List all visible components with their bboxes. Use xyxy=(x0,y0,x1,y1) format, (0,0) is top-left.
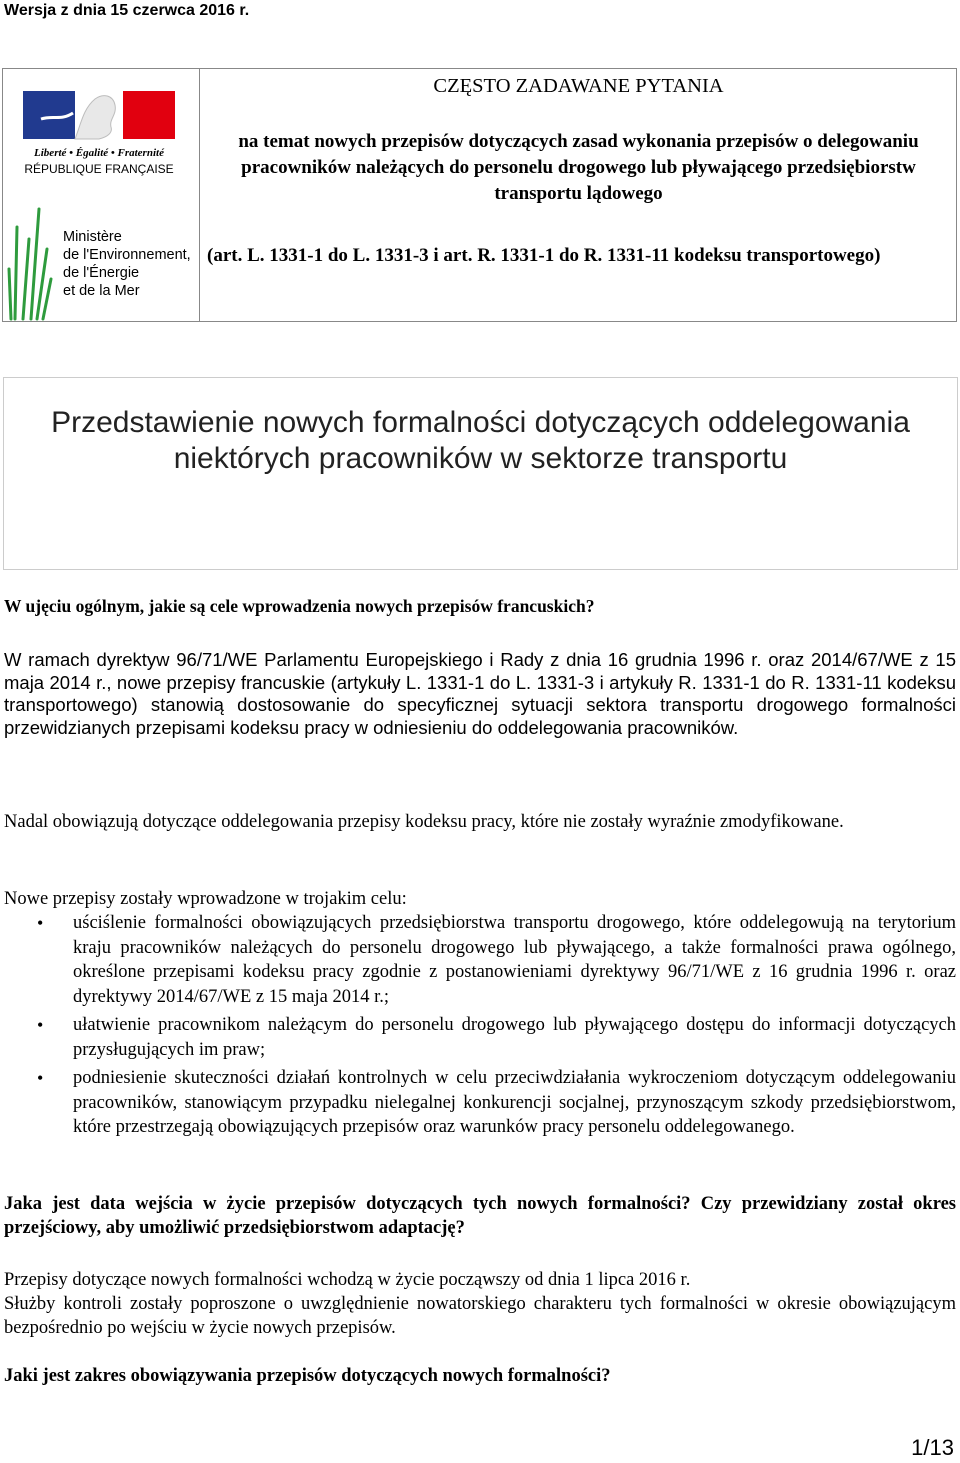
ministry-logo xyxy=(3,69,200,321)
list-item: • ułatwienie pracownikom należącym do personelu drogowego lub pływającego dostępu do informacji dotyczących przysługujących im praw; xyxy=(37,1015,956,1060)
legal-articles: (art. L. 1331-1 do L. 1331-3 i art. R. 1331-1 do R. 1331-11 kodeksu transportowego) xyxy=(207,245,881,266)
paragraph-1: W ramach dyrektyw 96/71/WE Parlamentu Europejskiego i Rady z dnia 16 grudnia 1996 r. oraz 2014/67/WE z 15 maja 2014 r., nowe przepisy francuskie (artykuły L. 1331-1 do L. 1331-3 i artykuły R. 1331-1 do R. 1331-11 kodeksu transportowego) stanowią dostosowanie do specyficznej sytuacji sektora transportu drogowego formalności przewidzianych przepisami kodeksu pracy w odniesieniu do oddelegowania pracowników. xyxy=(4,649,956,738)
paragraph-4-line-1: Przepisy dotyczące nowych formalności wchodzą w życie począwszy od dnia 1 lipca 2016 r. xyxy=(4,1270,691,1290)
paragraph-4 xyxy=(4,1268,956,1340)
logo-republic: RÉPUBLIQUE FRANÇAISE xyxy=(24,162,174,176)
page-number: 1/13 xyxy=(911,1435,954,1460)
green-stalks-icon xyxy=(9,209,51,319)
list-item: • uściślenie formalności obowiązujących przedsiębiorstwa transportu drogowego, które oddelegowują na terytorium kraju pracowników należących do personelu drogowego lub pływającego, a także formalności prawa ogólnego, określone przepisami kodeksu pracy zgodnie z postanowieniami dyrektywy 96/71/WE z 16 grudnia 1996 r. oraz dyrektywy 2014/67/WE z 15 maja 2014 r.; xyxy=(37,913,956,1007)
main-title: Przedstawienie nowych formalności dotyczących oddelegowania niektórych pracowników w sektorze transportu xyxy=(51,406,910,475)
paragraph-3: Nowe przepisy zostały wprowadzone w trojakim celu: xyxy=(4,889,407,909)
republique-francaise-logo xyxy=(3,69,199,321)
main-title-box xyxy=(3,377,958,570)
faq-subject: na temat nowych przepisów dotyczących zasad wykonania przepisów o delegowaniu pracowników należących do personelu drogowego lub pływającego przedsiębiorstw transportu lądowego xyxy=(238,131,919,204)
question-1: W ujęciu ogólnym, jakie są cele wprowadzenia nowych przepisów francuskich? xyxy=(4,596,595,616)
flag-red-band xyxy=(123,91,175,139)
bullet-icon: • xyxy=(37,913,44,933)
header-text xyxy=(201,69,956,321)
question-3: Jaki jest zakres obowiązywania przepisów dotyczących nowych formalności? xyxy=(4,1366,611,1386)
list-item: • podniesienie skuteczności działań kontrolnych w celu przeciwdziałania wykroczeniom dotyczącym oddelegowaniu pracowników, stanowiącym przypadku nielegalnej konkurencji socjalnej, przynoszącym szkody przedsiębiorstwom, które przestrzegają obowiązujących przepisów oraz warunków pracy personelu oddelegowanego. xyxy=(37,1068,956,1137)
version-date: Wersja z dnia 15 czerwca 2016 r. xyxy=(4,2,250,19)
bullet-icon: • xyxy=(37,1068,44,1088)
question-2: Jaka jest data wejścia w życie przepisów dotyczących tych nowych formalności? Czy przewidziany został okres przejściowy, aby umożliwić przedsiębiorstwom adaptację? xyxy=(4,1194,956,1238)
bullet-icon: • xyxy=(37,1015,44,1035)
logo-motto: Liberté • Égalité • Fraternité xyxy=(34,147,164,159)
goals-list xyxy=(4,911,956,1144)
header-box xyxy=(2,68,957,322)
paragraph-2: Nadal obowiązują dotyczące oddelegowania przepisy kodeksu pracy, które nie zostały wyraźnie zmodyfikowane. xyxy=(4,812,844,832)
ministry-name: Ministère de l'Environnement, de l'Énergie et de la Mer xyxy=(63,229,191,299)
faq-title: CZĘSTO ZADAWANE PYTANIA xyxy=(433,75,724,97)
paragraph-4-line-2: Służby kontroli zostały poproszone o uwzględnienie nowatorskiego charakteru tych formalności w okresie obowiązującym bezpośrednio po wejściu w życie nowych przepisów. xyxy=(4,1294,956,1338)
